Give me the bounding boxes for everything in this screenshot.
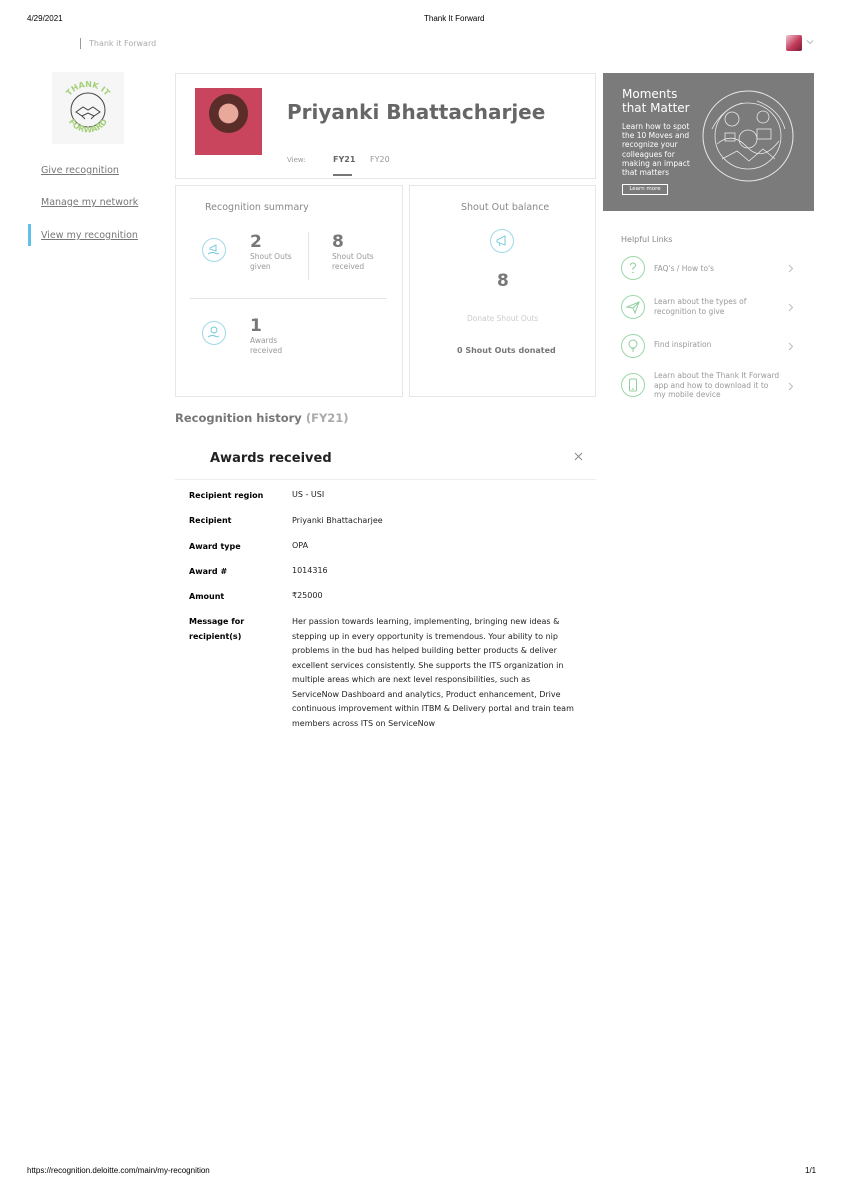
promo-title-line-1: Moments: [622, 87, 678, 101]
award-received-icon: [202, 321, 226, 345]
help-link-faq-label: FAQ's / How to's: [654, 264, 715, 273]
hand-megaphone-icon: [203, 239, 225, 261]
shout-outs-received-label-2: received: [332, 262, 365, 271]
logo-text-bottom: FORWARD: [66, 117, 110, 135]
help-link-mobile-app[interactable]: [621, 373, 799, 407]
chevron-down-icon[interactable]: [806, 38, 814, 46]
learn-more-button[interactable]: Learn more: [622, 184, 668, 195]
sidebar-item-view-recognition[interactable]: View my recognition: [41, 230, 138, 241]
award-number-label: Award #: [189, 567, 228, 576]
awards-received-title: Awards received: [210, 451, 332, 466]
helpful-links-title: Helpful Links: [621, 235, 673, 244]
awards-received-count: 1: [250, 316, 262, 336]
shout-outs-received-count: 8: [332, 232, 344, 252]
help-link-inspiration[interactable]: [621, 334, 799, 364]
amount-value: ₹25000: [292, 591, 323, 600]
chevron-right-icon: [787, 382, 794, 391]
megaphone-icon: [490, 229, 514, 253]
shout-out-balance-title: Shout Out balance: [461, 202, 550, 213]
summary-divider-vertical: [308, 232, 309, 280]
help-link-inspiration-label: Find inspiration: [654, 340, 712, 349]
brand-separator: [80, 38, 81, 49]
tab-fy20[interactable]: FY20: [370, 155, 390, 164]
handshake-logo-icon: [52, 72, 124, 144]
message-label: Message for recipient(s): [189, 617, 245, 641]
recognition-history-title: [175, 411, 349, 425]
shout-out-balance-value: 8: [497, 271, 509, 291]
lightbulb-icon: [621, 334, 645, 358]
moments-illustration-icon: [697, 89, 799, 184]
help-link-mobile-app-label: Learn about the Thank It Forward app and how to download it to my mobile device: [654, 371, 780, 400]
shout-out-balance-card: [409, 185, 596, 397]
chevron-right-icon: [787, 303, 794, 312]
recognition-history-fy: (FY21): [305, 411, 349, 425]
awards-divider: [175, 479, 596, 480]
shout-outs-given-label-1: Shout Outs: [250, 252, 292, 261]
shout-outs-donated-text: 0 Shout Outs donated: [457, 346, 556, 355]
close-icon[interactable]: [573, 451, 584, 462]
promo-text: Learn how to spot the 10 Moves and recognize your colleagues for making an impact that matters: [622, 122, 690, 178]
recipient-value: Priyanki Bhattacharjee: [292, 516, 383, 525]
shout-out-given-icon: [202, 238, 226, 262]
profile-photo: [195, 88, 262, 155]
sidebar-active-indicator: [28, 224, 31, 246]
recognition-history-label: Recognition history: [175, 411, 302, 425]
tab-active-underline: [333, 174, 352, 176]
recognition-summary-card: [175, 185, 403, 397]
megaphone-glyph-icon: [491, 230, 513, 252]
thank-it-forward-logo: [52, 72, 124, 144]
question-icon: [621, 256, 645, 280]
award-type-value: OPA: [292, 541, 309, 550]
message-value: Her passion towards learning, implementing, bringing new ideas & stepping up in every opportunity is tremendous. Your ability to nip problems in the bud has helped building better products & deliver excellent services consistently. She supports the ITS organization in multiple areas which are next level responsibilities, such as ServiceNow Dashboard and analytics, Product enhancement, Drive continuous improvement within ITBM & Delivery portal and train team members across ITS on ServiceNow: [292, 617, 574, 728]
help-link-recognition-types[interactable]: [621, 295, 799, 325]
recipient-label: Recipient: [189, 516, 232, 525]
recipient-region-value: US - USI: [292, 490, 325, 499]
summary-divider-horizontal: [190, 298, 387, 299]
award-number-value: 1014316: [292, 566, 328, 575]
svg-text:THANK IT: [64, 80, 112, 98]
view-label: View:: [287, 156, 306, 164]
tab-fy21[interactable]: FY21: [333, 155, 356, 164]
award-hand-icon: [203, 322, 225, 344]
print-page-number: 1/1: [805, 1166, 817, 1175]
awards-received-label-2: received: [250, 346, 283, 355]
print-url: https://recognition.deloitte.com/main/my-recognition: [27, 1166, 210, 1175]
brand-name[interactable]: Thank it Forward: [89, 39, 157, 48]
chevron-right-icon: [787, 342, 794, 351]
shout-outs-given-label-2: given: [250, 262, 271, 271]
chevron-right-icon: [787, 264, 794, 273]
mobile-phone-icon: [621, 373, 645, 397]
svg-text:FORWARD: [67, 117, 109, 134]
recipient-region-label: Recipient region: [189, 491, 264, 500]
help-link-recognition-types-label: Learn about the types of recognition to give: [654, 297, 747, 316]
sidebar-item-manage-network[interactable]: Manage my network: [41, 197, 139, 208]
logo-text-top: THANK IT: [64, 79, 112, 98]
recognition-summary-title: Recognition summary: [205, 202, 309, 213]
promo-title-line-2: that Matter: [622, 101, 690, 115]
shout-outs-received-label-1: Shout Outs: [332, 252, 374, 261]
amount-label: Amount: [189, 592, 225, 601]
awards-received-label-1: Awards: [250, 336, 278, 345]
print-date: 4/29/2021: [27, 14, 63, 23]
paper-plane-icon: [621, 295, 645, 319]
donate-shout-outs-link[interactable]: Donate Shout Outs: [467, 314, 539, 323]
profile-name: Priyanki Bhattacharjee: [287, 100, 546, 124]
print-title: Thank It Forward: [424, 14, 485, 23]
award-type-label: Award type: [189, 542, 241, 551]
shout-outs-given-count: 2: [250, 232, 262, 252]
help-link-faq[interactable]: [621, 256, 799, 286]
user-avatar[interactable]: [786, 35, 802, 51]
sidebar-item-give-recognition[interactable]: Give recognition: [41, 165, 119, 176]
